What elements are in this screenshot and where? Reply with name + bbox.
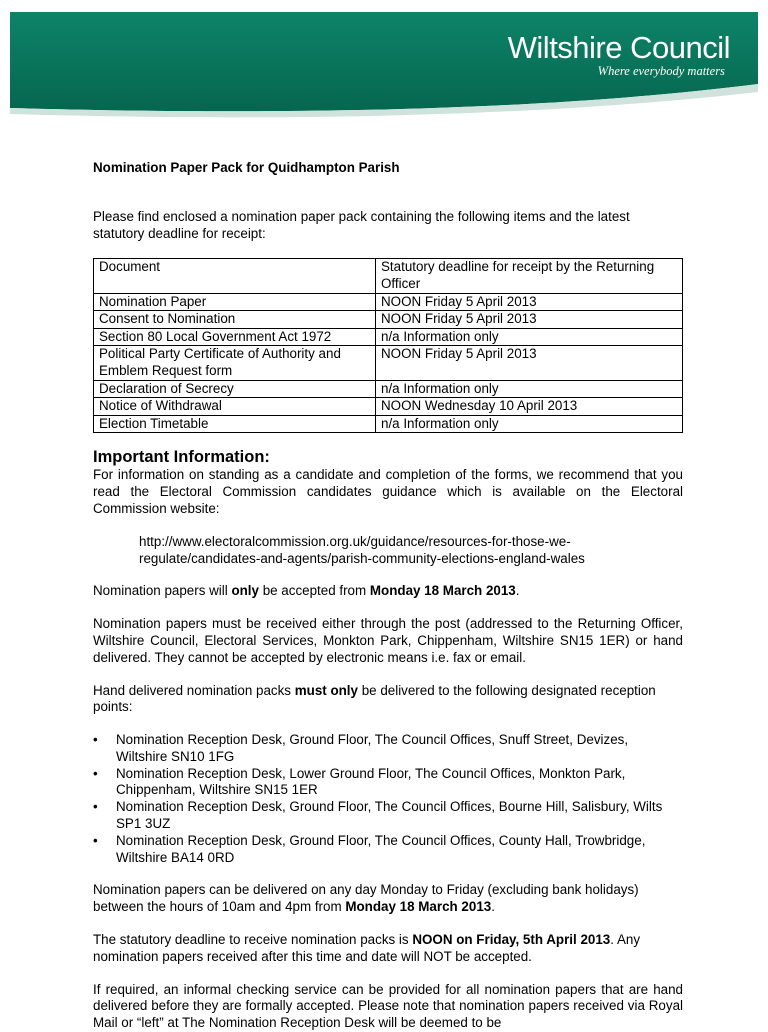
bullet-icon: • [93,799,98,815]
brand-tagline: Where everybody matters [597,64,725,78]
hours-text: Nomination papers can be delivered on any day Monday to Friday (excluding bank holidays) between the hours of 10am and 4pm from [93,882,639,915]
list-item-text: Nomination Reception Desk, Ground Floor, The Council Offices, Bourne Hill, Salisbury, Wilts SP1 3UZ [116,799,663,832]
reception-points-list [93,732,683,866]
hand-delivery-paragraph [93,683,683,717]
brand-name: Wiltshire Council [507,30,730,65]
acceptance-text: Nomination papers will [93,583,232,599]
acceptance-date: Monday 18 March 2013 [369,583,516,599]
hand-delivery-emphasis: must only [294,682,358,698]
table-row [94,398,683,416]
table-cell-document: Declaration of Secrecy [94,380,376,398]
table-header-cell: Statutory deadline for receipt by the Returning Officer [376,259,683,293]
bullet-icon: • [93,832,98,848]
guidance-url: http://www.electoralcommission.org.uk/guidance/resources-for-those-we-regulate/candidates-and-agents/parish-community-elections-england-wales [139,533,585,566]
bullet-icon: • [93,765,98,781]
hours-text: . [491,899,495,915]
list-item [93,833,683,867]
page-title: Nomination Paper Pack for Quidhampton Parish [93,160,400,175]
table-cell-deadline: NOON Friday 5 April 2013 [376,293,683,311]
acceptance-paragraph [93,583,683,600]
list-item-text: Nomination Reception Desk, Ground Floor, The Council Offices, Snuff Street, Devizes, Wiltshire SN10 1FG [116,732,629,764]
brand-block [508,30,730,79]
deadline-table [93,258,683,433]
list-item [93,799,683,833]
bullet-icon: • [93,732,98,748]
hours-date: Monday 18 March 2013 [345,899,492,915]
table-row [94,346,683,380]
guidance-paragraph: For information on standing as a candidate and completion of the forms, we recommend that you read the Electoral Commission candidates guidance which is available on the Electoral Commission website: [93,467,683,516]
list-item-text: Nomination Reception Desk, Ground Floor, The Council Offices, County Hall, Trowbridge, Wiltshire BA14 0RD [116,832,646,865]
list-item [93,766,683,800]
table-cell-deadline: NOON Friday 5 April 2013 [376,311,683,329]
table-cell-deadline: n/a Information only [376,380,683,398]
table-cell-deadline: NOON Wednesday 10 April 2013 [376,398,683,416]
postal-paragraph: Nomination papers must be received either through the post (addressed to the Returning Officer, Wiltshire Council, Electoral Services, Monkton Park, Chippenham, Wiltshire SN15 1ER) or hand delivered. They cannot be accepted by electronic means i.e. fax or email. [93,616,683,665]
table-cell-deadline: NOON Friday 5 April 2013 [376,346,683,380]
deadline-text: The statutory deadline to receive nomination packs is [93,932,413,948]
table-row [94,311,683,329]
table-header-row [94,259,683,293]
intro-paragraph: Please find enclosed a nomination paper pack containing the following items and the latest statutory deadline for receipt: [93,208,630,241]
table-cell-document: Election Timetable [94,415,376,433]
deadline-emphasis: NOON on Friday, 5th April 2013 [412,932,611,948]
table-cell-document: Political Party Certificate of Authority and Emblem Request form [94,346,376,380]
document-body [93,160,683,1032]
deadline-paragraph [93,932,683,966]
important-heading: Important Information: [93,448,270,467]
hours-paragraph [93,882,683,916]
list-item-text: Nomination Reception Desk, Lower Ground Floor, The Council Offices, Monkton Park, Chippenham, Wiltshire SN15 1ER [116,765,626,798]
hand-delivery-text: Hand delivered nomination packs [93,682,295,698]
table-row [94,293,683,311]
checking-service-paragraph: If required, an informal checking service can be provided for all nomination papers that are hand delivered before they are formally accepted. Please note that nomination papers received via Royal Mail or “left” at The Nomination Reception Desk will be deemed to be [93,981,683,1031]
table-cell-document: Section 80 Local Government Act 1972 [94,328,376,346]
table-row [94,415,683,433]
table-cell-document: Notice of Withdrawal [94,398,376,416]
header-banner [0,0,768,120]
table-row [94,380,683,398]
table-header-cell: Document [94,259,376,293]
acceptance-text: be accepted from [258,583,370,599]
deadline-text: . Any nomination papers received after this time and date will NOT be accepted. [93,932,641,964]
table-row [94,328,683,346]
logo-swoosh-icon [0,0,70,10]
acceptance-emphasis: only [231,583,259,599]
hand-delivery-text: be delivered to the following designated reception points: [93,682,656,715]
acceptance-text: . [515,583,520,599]
list-item [93,732,683,766]
table-cell-document: Consent to Nomination [94,311,376,329]
table-cell-deadline: n/a Information only [376,328,683,346]
table-cell-deadline: n/a Information only [376,415,683,433]
table-cell-document: Nomination Paper [94,293,376,311]
